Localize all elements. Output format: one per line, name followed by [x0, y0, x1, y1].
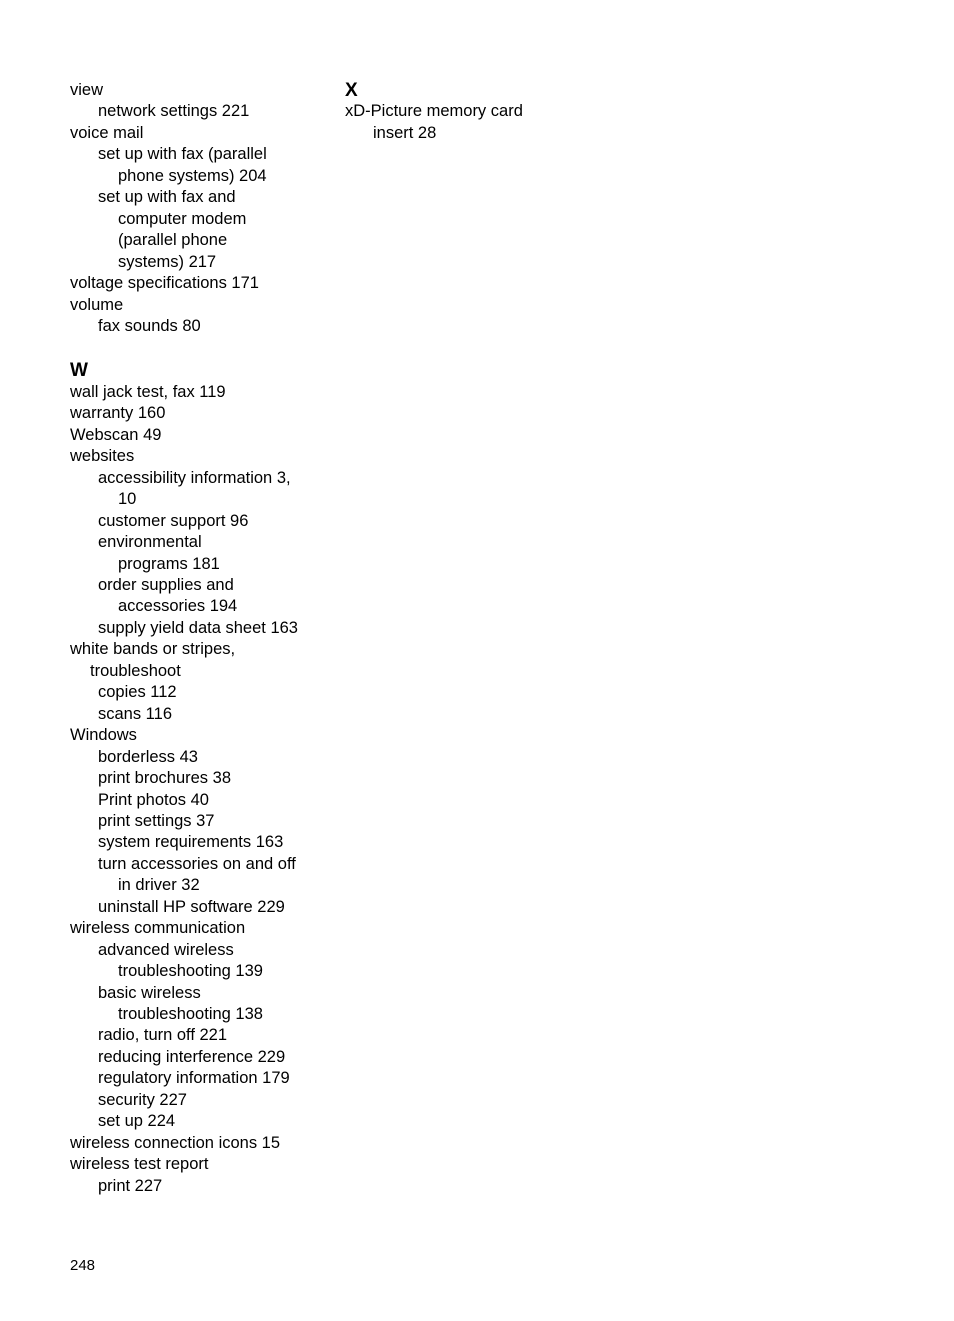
index-term: volume [70, 295, 124, 314]
index-subterm: print brochures 38 [98, 769, 231, 788]
index-term: wireless communication [70, 919, 246, 938]
index-term: voice mail [70, 123, 144, 142]
index-subterm: set up with fax (parallel [98, 145, 267, 164]
index-subterm: network settings 221 [98, 102, 250, 121]
index-subterm: insert 28 [373, 123, 437, 142]
index-term: websites [70, 447, 135, 466]
index-subterm: troubleshooting 138 [118, 1005, 263, 1024]
index-term: warranty 160 [70, 404, 166, 423]
index-subterm: customer support 96 [98, 511, 249, 530]
index-subterm: print settings 37 [98, 811, 215, 830]
index-subterm: uninstall HP software 229 [98, 897, 285, 916]
index-term: white bands or stripes, [70, 640, 236, 659]
index-subterm: in driver 32 [118, 876, 200, 895]
index-section-letter: X [345, 80, 358, 101]
index-subterm: advanced wireless [98, 940, 234, 959]
index-term: voltage specifications 171 [70, 274, 259, 293]
index-term: Windows [70, 726, 137, 745]
index-subterm: accessories 194 [118, 597, 238, 616]
index-subterm: systems) 217 [118, 252, 217, 271]
index-subterm: fax sounds 80 [98, 316, 201, 335]
index-column-left [70, 80, 330, 1197]
index-subterm: set up with fax and [98, 188, 236, 207]
index-subterm: reducing interference 229 [98, 1047, 286, 1066]
index-term: wall jack test, fax 119 [70, 382, 226, 401]
index-term: wireless connection icons 15 [70, 1133, 281, 1152]
index-subterm: phone systems) 204 [118, 166, 267, 185]
index-column-right [345, 80, 605, 144]
index-subterm: 10 [118, 490, 137, 509]
index-subterm: Print photos 40 [98, 790, 209, 809]
index-subterm: basic wireless [98, 983, 201, 1002]
index-term: view [70, 81, 104, 99]
index-subterm: computer modem [118, 209, 247, 228]
index-subterm: set up 224 [98, 1112, 176, 1131]
index-subterm: security 227 [98, 1090, 187, 1109]
index-term: wireless test report [70, 1155, 209, 1174]
index-subterm: regulatory information 179 [98, 1069, 290, 1088]
index-term: xD-Picture memory card [345, 102, 523, 121]
index-section-letter: W [70, 360, 88, 382]
index-term: Webscan 49 [70, 425, 162, 444]
index-subterm: copies 112 [98, 683, 177, 702]
index-subterm: troubleshooting 139 [118, 962, 263, 981]
index-subterm: troubleshoot [90, 661, 181, 680]
index-subterm: environmental [98, 533, 202, 552]
index-subterm: borderless 43 [98, 747, 198, 766]
index-subterm: supply yield data sheet 163 [98, 618, 298, 637]
index-subterm: print 227 [98, 1176, 163, 1195]
index-subterm: turn accessories on and off [98, 854, 296, 873]
index-subterm: programs 181 [118, 554, 220, 573]
page-number: 248 [70, 1257, 96, 1274]
index-subterm: (parallel phone [118, 231, 228, 250]
index-subterm: system requirements 163 [98, 833, 284, 852]
index-subterm: radio, turn off 221 [98, 1026, 228, 1045]
index-subterm: accessibility information 3, [98, 468, 291, 487]
index-subterm: scans 116 [98, 704, 172, 723]
index-subterm: order supplies and [98, 575, 234, 594]
